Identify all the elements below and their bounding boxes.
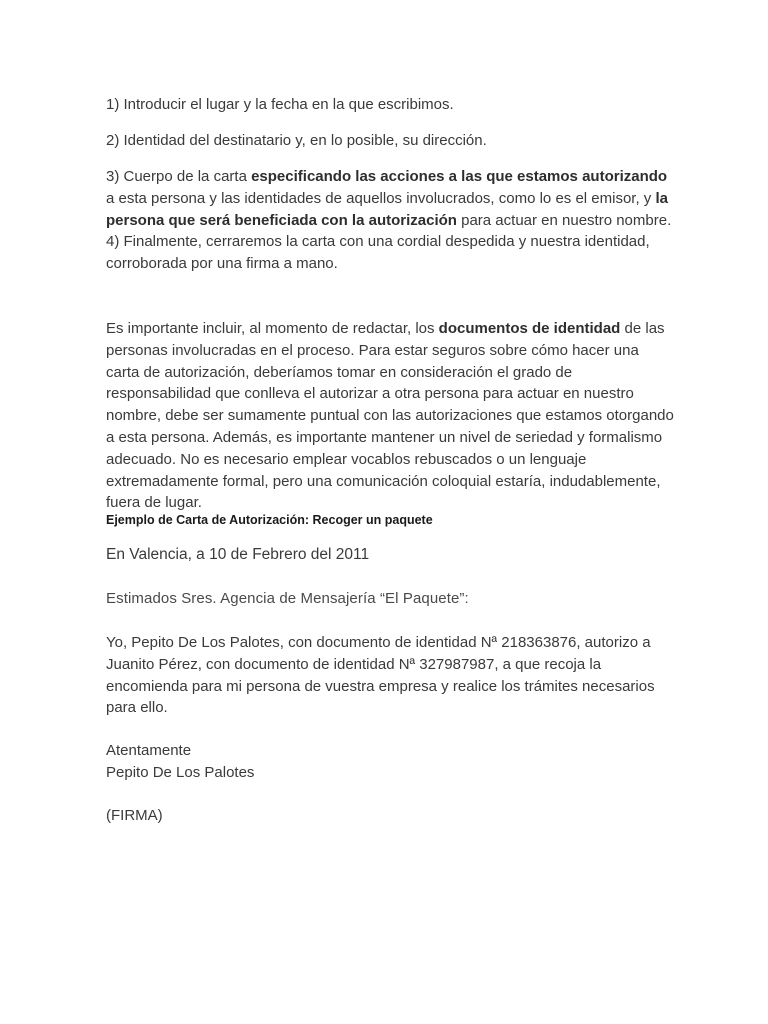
signature-placeholder: (FIRMA) <box>106 807 163 824</box>
importance-text-part-2: de las personas involucradas en el proceso. Para estar seguros sobre cómo hacer una carta de autorización, deberíamos tomar en consideración el grado de responsabilidad que conlleva el autorizar a otra persona para actuar en nuestro nombre, debe ser sumamente puntual con las autorizaciones que estamos otorgando a esta persona. Además, es importante mantener un nivel de seriedad y formalismo adecuado. No es necesario emplear vocablos rebuscados o un lenguaje extremadamente formal, pero una comunicación coloquial estaría, indudablemente, fuera de lugar. <box>106 320 674 512</box>
importance-text-part-1: Es importante incluir, al momento de redactar, los <box>106 320 439 337</box>
importance-paragraph <box>106 318 676 514</box>
step-3-bold-beneficiary: la persona que será beneficiada con la autorización <box>106 189 668 229</box>
step-3-text-part-3: para actuar en nuestro nombre. <box>456 211 672 229</box>
step-1-text: 1) Introducir el lugar y la fecha en la que escribimos. <box>106 96 454 113</box>
closing-phrase: Atentamente <box>106 742 192 759</box>
letter-salutation: Estimados Sres. Agencia de Mensajería “El Paquete”: <box>106 590 469 607</box>
letter-closing <box>106 740 676 784</box>
step-3-text-part-2: a esta persona y las identidades de aquellos involucrados, como lo es el emisor, y <box>106 189 656 207</box>
step-4-text: 4) Finalmente, cerraremos la carta con una cordial despedida y nuestra identidad, corroborada por una firma a mano. <box>106 233 650 273</box>
example-heading: Ejemplo de Carta de Autorización: Recoger un paquete <box>106 513 433 527</box>
step-3-bold-actions: especificando las acciones a las que estamos autorizando <box>251 168 668 185</box>
letter-body-paragraph: Yo, Pepito De Los Palotes, con documento de identidad Nª 218363876, autorizo a Juanito Pérez, con documento de identidad Nª 327987987, a que recoja la encomienda para mi persona de vuestra empresa y realice los trámites necesarios para ello. <box>106 634 655 717</box>
step-3-text-part-1: 3) Cuerpo de la carta <box>106 168 252 185</box>
closing-sender-name: Pepito De Los Palotes <box>106 763 255 781</box>
step-2-text: 2) Identidad del destinatario y, en lo posible, su dirección. <box>106 132 487 149</box>
importance-bold-id-documents: documentos de identidad <box>438 320 621 337</box>
steps-3-4-block <box>106 166 676 275</box>
letter-date-line: En Valencia, a 10 de Febrero del 2011 <box>106 546 370 563</box>
